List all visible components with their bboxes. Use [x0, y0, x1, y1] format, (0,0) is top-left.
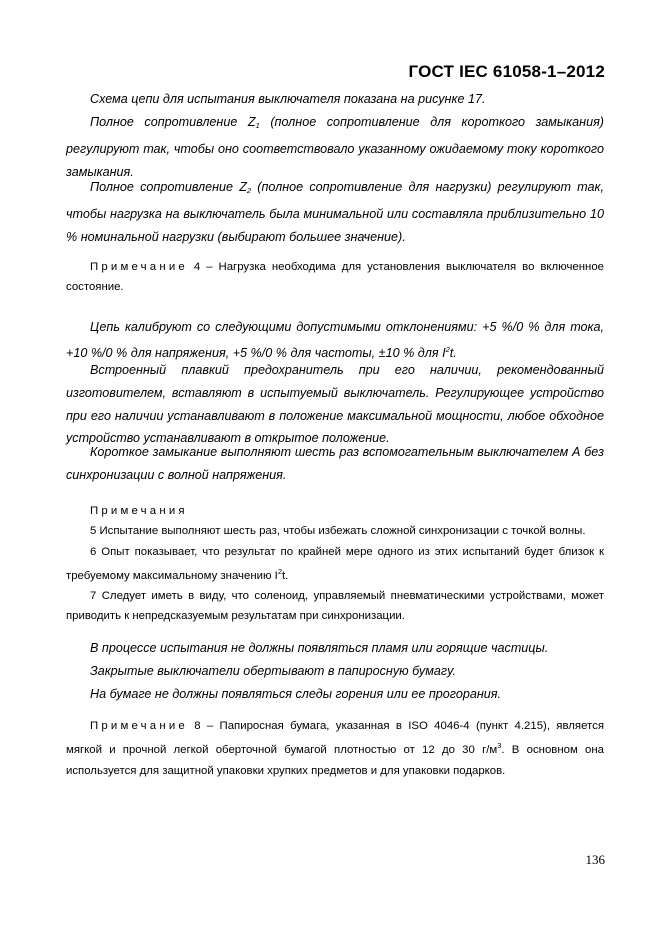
paragraph-fuse [66, 359, 604, 450]
paragraph-impedance-z2 [66, 176, 604, 248]
z1-text-a: Полное сопротивление Z [90, 115, 256, 129]
z2-text-b: (полное сопротивление для нагрузки) регулируют так, чтобы нагрузка на выключатель была минимальной или составляла приблизительно 10 % номинальной нагрузки (выбирают большее значение). [66, 180, 604, 244]
note-7: 7 Следует иметь в виду, что соленоид, управляемый пневматическими устройствами, может приводить к непредсказуемым результатам при синхронизации. [66, 590, 604, 623]
notes-block [66, 501, 604, 627]
paragraph-wrapping: Закрытые выключатели обертывают в папиросную бумагу. [90, 663, 457, 678]
note-6-text-a: 6 Опыт показывает, что результат по крайней мере одного из этих испытаний будет близок к требуемому максимальному значению I [66, 545, 604, 582]
paragraph-impedance-z1 [66, 111, 604, 183]
paragraph-short-circuit [66, 441, 604, 487]
paragraph-circuit [66, 88, 604, 111]
note-4-label: Примечание [90, 261, 188, 273]
paragraph-burn-traces: На бумаге не должны появляться следы горения или ее прогорания. [90, 686, 502, 701]
paragraph-fuse-text: Встроенный плавкий предохранитель при его наличии, рекомендованный изготовителем, вставляют в испытуемый выключатель. Регулирующее устройство при его наличии устанавливают в положение максимальной мощности, любое обходное устройство устанавливают в открытое положение. [66, 363, 604, 446]
note-5: 5 Испытание выполняют шесть раз, чтобы избежать сложной синхронизации с точкой волны. [90, 525, 586, 538]
paragraph-short-circuit-text: Короткое замыкание выполняют шесть раз вспомогательным выключателем А без синхронизации с волной напряжения. [66, 445, 604, 482]
paragraph-calibration [66, 316, 604, 365]
paragraph-flame: В процессе испытания не должны появляться пламя или горящие частицы. [90, 641, 549, 655]
note-6-superscript: 2 [277, 566, 283, 576]
note-6-text-b: t. [282, 569, 289, 582]
calibration-text-b: t. [449, 345, 457, 360]
fire-requirements [66, 637, 604, 705]
document-header: ГОСТ IEC 61058-1–2012 [408, 62, 605, 81]
note-8 [66, 716, 604, 781]
note-4-text: 4 – Нагрузка необходима для установления выключателя во включенное состояние. [66, 261, 604, 294]
z2-subscript: 2 [246, 186, 252, 195]
notes-label: Примечания [90, 505, 188, 517]
note-8-label: Примечание [90, 720, 188, 732]
calibration-text-a: Цепь калибруют со следующими допустимыми отклонениями: +5 %/0 % для тока, +10 %/0 % для напряжения, +5 %/0 % для частоты, ±10 % для I [66, 320, 604, 360]
paragraph-circuit-text: Схема цепи для испытания выключателя показана на рисунке 17. [90, 92, 486, 106]
note-4 [66, 257, 604, 298]
z2-text-a: Полное сопротивление Z [90, 180, 247, 194]
note-8-superscript: 3 [497, 741, 502, 751]
calibration-superscript: 2 [445, 344, 450, 354]
page-number: 136 [585, 852, 605, 867]
z1-text-b: (полное сопротивление для короткого замыкания) регулируют так, чтобы оно соответствовало указанному ожидаемому току короткого замыкания. [66, 115, 604, 179]
note-8-text-b: . В основном она используется для защитной упаковки хрупких предметов и для упаковки подарков. [66, 744, 604, 777]
z1-subscript: 1 [255, 121, 260, 130]
note-8-text-a: 8 – Папиросная бумага, указанная в ISO 4046-4 (пункт 4.215), является мягкой и прочной легкой оберточной бумагой плотностью от 12 до 30 г/м [66, 720, 604, 757]
